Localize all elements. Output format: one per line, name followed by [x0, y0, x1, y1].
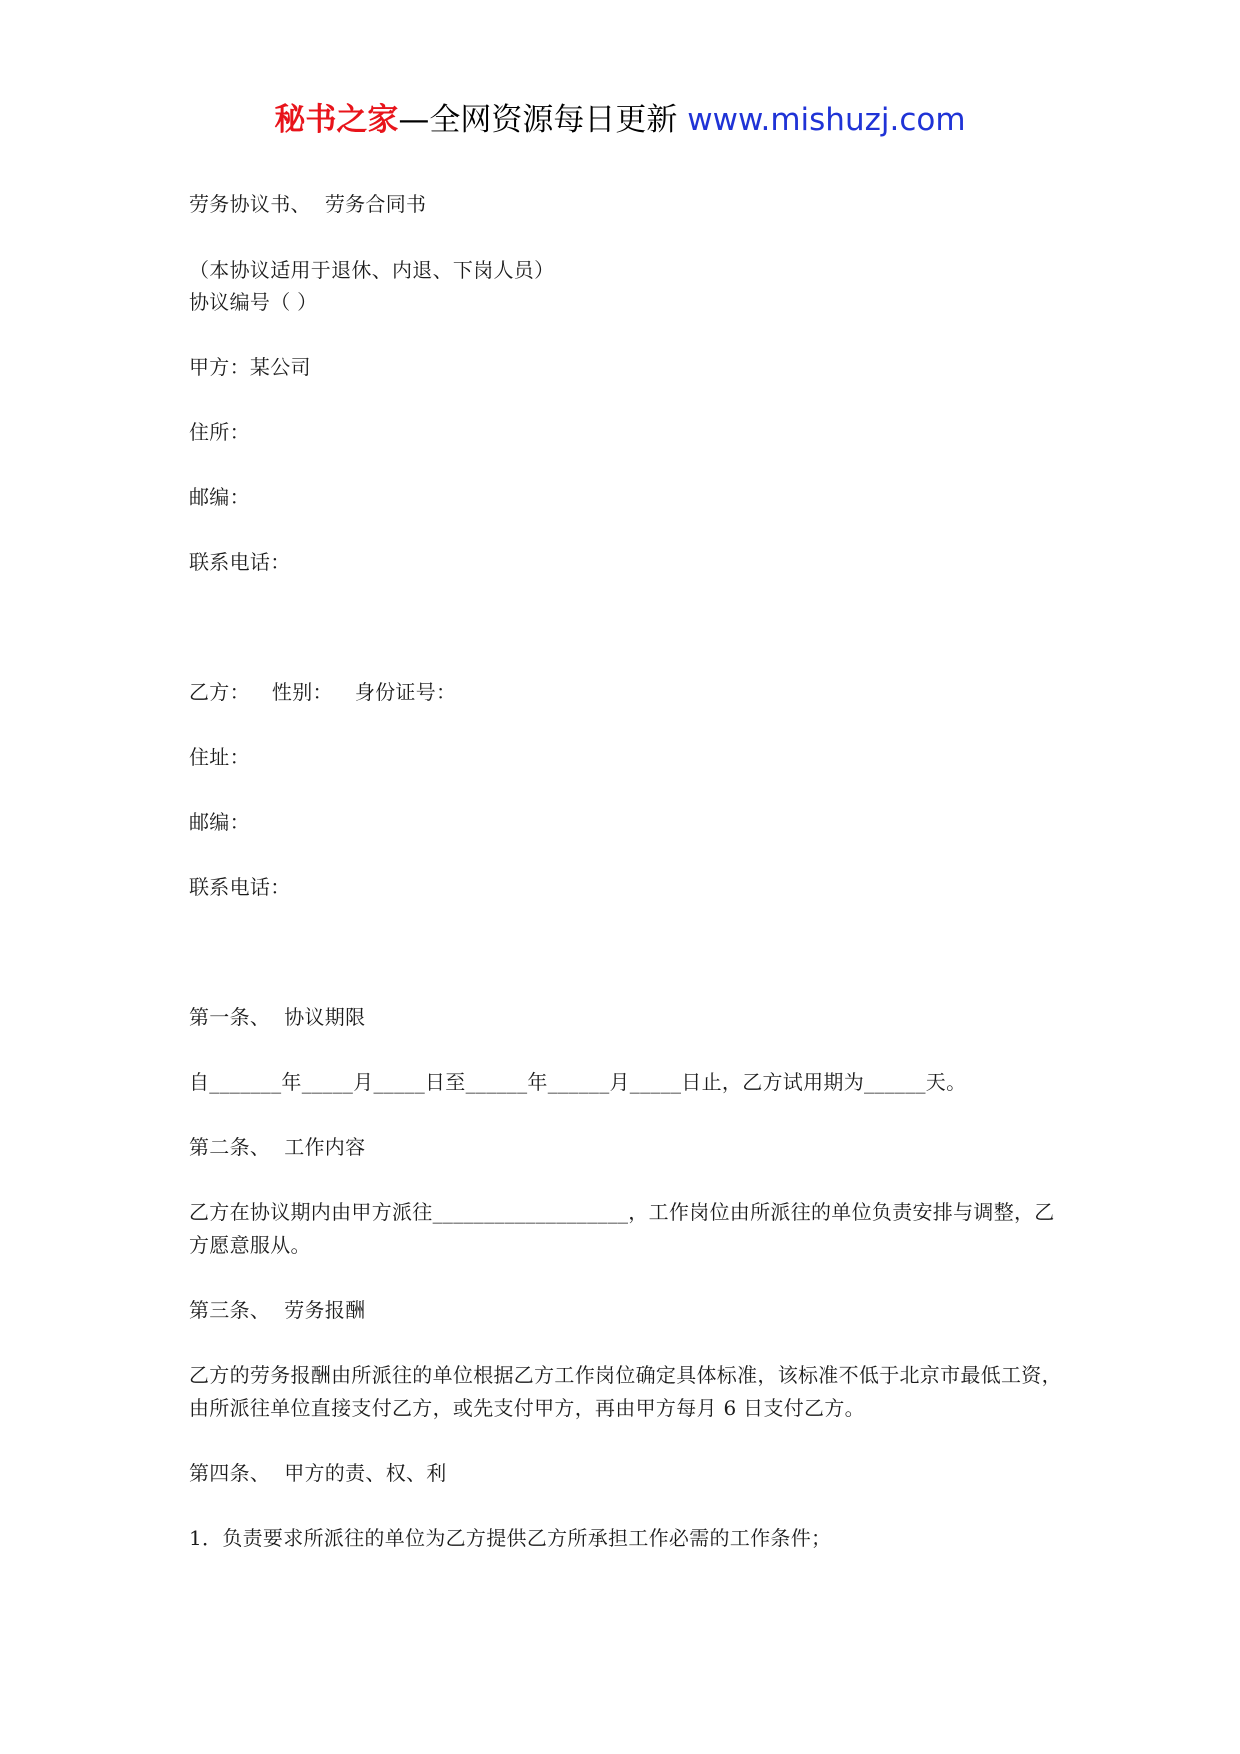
- document-title: [189, 192, 426, 216]
- banner-tagline: —全网资源每日更新: [398, 102, 678, 138]
- article-3-title: 劳务报酬: [284, 1298, 366, 1322]
- article-4-heading: [189, 1461, 447, 1485]
- article-4-number: 第四条、: [189, 1461, 271, 1485]
- party-b-identity-line: [189, 680, 456, 704]
- party-b-postcode: 邮编：: [189, 810, 250, 834]
- party-a-address: 住所：: [189, 420, 250, 444]
- party-b-id-number: 身份证号：: [354, 680, 457, 704]
- article-4-title: 甲方的责、权、利: [284, 1461, 447, 1485]
- agreement-number: 协议编号（ ）: [189, 290, 318, 314]
- party-a-postcode: 邮编：: [189, 485, 250, 509]
- scope-note: （本协议适用于退休、内退、下岗人员）: [189, 258, 555, 282]
- article-1-title: 协议期限: [284, 1005, 366, 1029]
- article-3-text: 乙方的劳务报酬由所派往的单位根据乙方工作岗位确定具体标准，该标准不低于北京市最低工资，由所派往单位直接支付乙方，或先支付甲方，再由甲方每月 6 日支付乙方。: [189, 1363, 1062, 1420]
- article-3-heading: [189, 1298, 365, 1322]
- title-part-1: 劳务协议书、: [189, 192, 311, 216]
- article-2-text: 乙方在协议期内由甲方派往___________________，工作岗位由所派往的单位负责安排与调整，乙方愿意服从。: [189, 1200, 1055, 1257]
- party-b-name: 乙方：: [189, 680, 250, 704]
- party-a-phone: 联系电话：: [189, 550, 291, 574]
- article-3-number: 第三条、: [189, 1298, 271, 1322]
- article-4-item-1: 1．负责要求所派往的单位为乙方提供乙方所承担工作必需的工作条件；: [189, 1526, 832, 1550]
- party-b-gender: 性别：: [271, 680, 333, 704]
- article-1-text: 自_______年_____月_____日至______年______月_____日止，乙方试用期为______天。: [189, 1070, 967, 1094]
- party-b-address: 住址：: [189, 745, 250, 769]
- brand-name: 秘书之家: [274, 102, 399, 138]
- article-2-heading: [189, 1135, 365, 1159]
- party-b-phone: 联系电话：: [189, 875, 291, 899]
- party-a-name: 甲方：某公司: [189, 355, 311, 379]
- article-1-number: 第一条、: [189, 1005, 271, 1029]
- site-url: www.mishuzj.com: [677, 102, 966, 138]
- article-2-number: 第二条、: [189, 1135, 271, 1159]
- title-part-2: 劳务合同书: [324, 192, 427, 216]
- article-1-heading: [189, 1005, 365, 1029]
- article-2-title: 工作内容: [284, 1135, 366, 1159]
- site-banner: [0, 100, 1240, 140]
